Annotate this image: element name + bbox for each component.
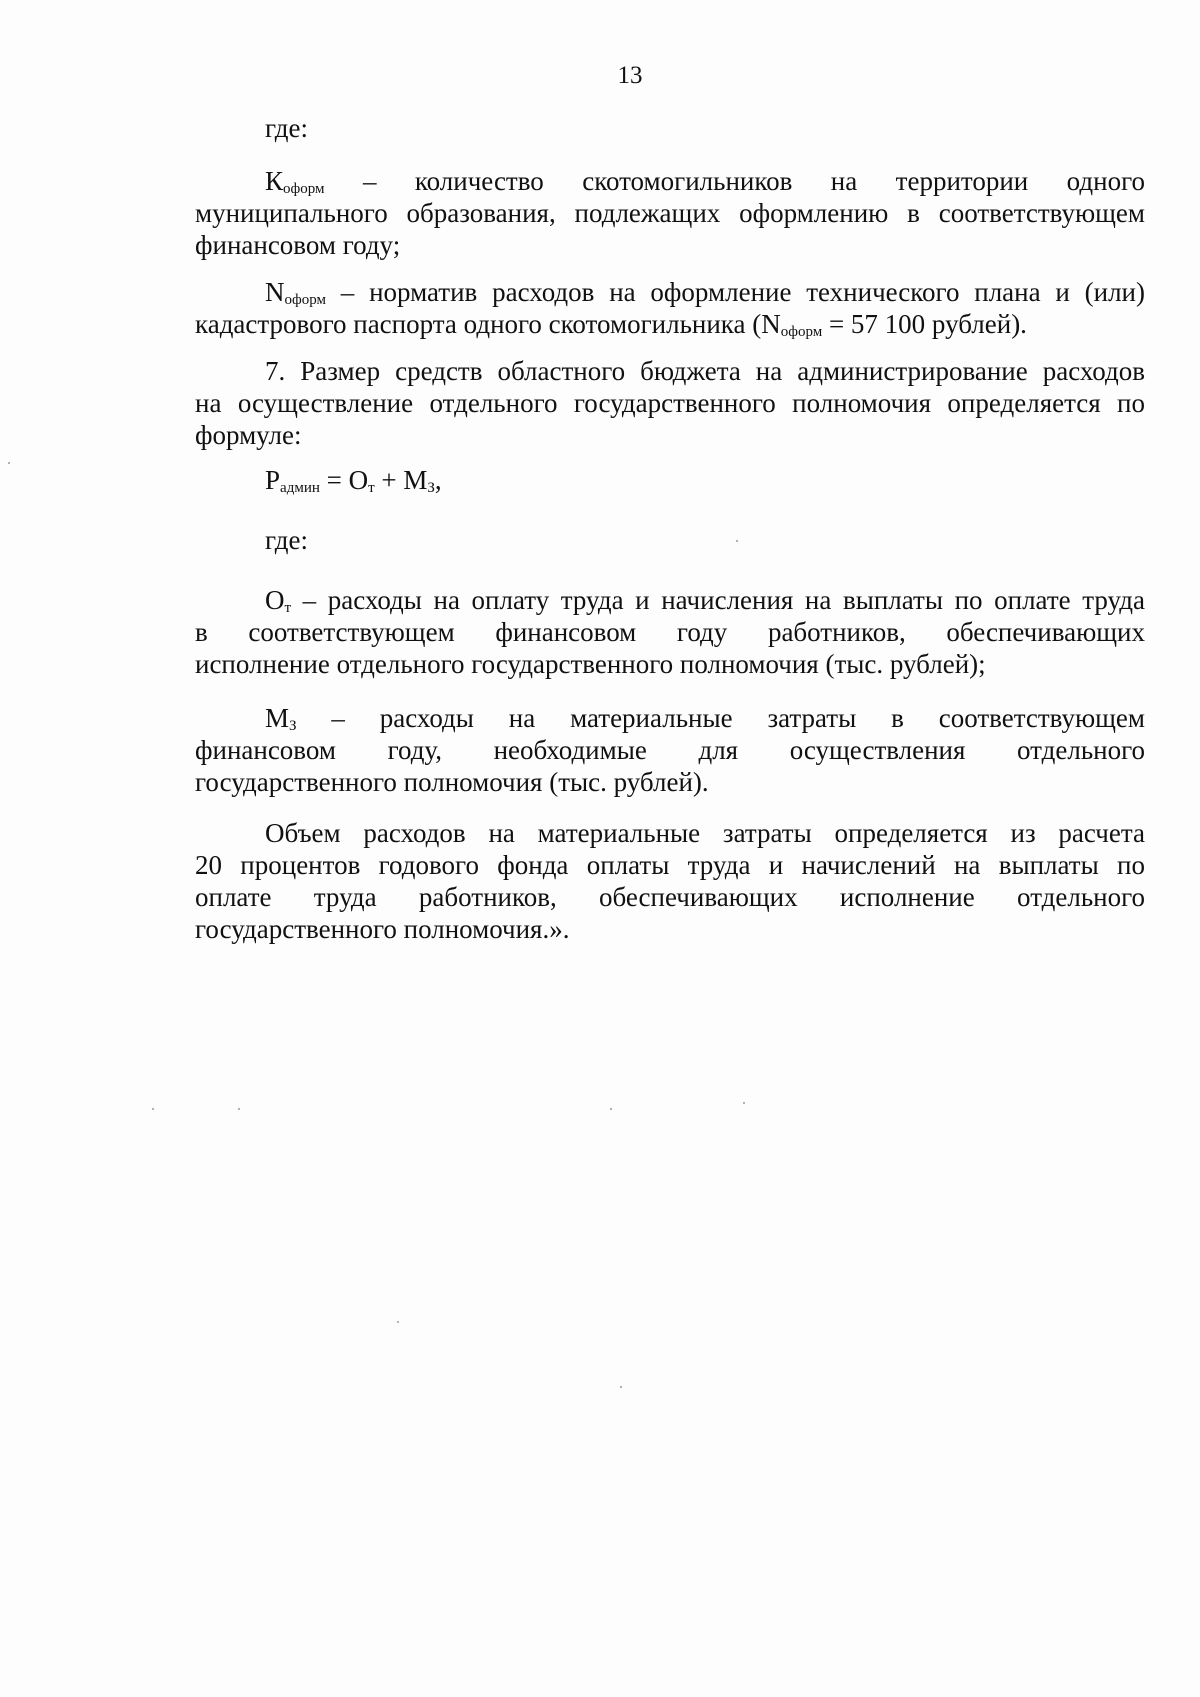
k-definition bbox=[195, 165, 1145, 261]
scan-speck bbox=[736, 540, 738, 542]
final-paragraph-line-4: государственного полномочия.». bbox=[195, 914, 570, 944]
paragraph-7-line-3: формуле: bbox=[195, 420, 302, 450]
o-definition bbox=[195, 584, 1145, 680]
o-definition-line-1: $О_т$ – расходы на оплату труда и начисления на выплаты по оплате труда bbox=[265, 585, 1145, 616]
final-paragraph bbox=[195, 817, 1145, 945]
scan-speck bbox=[397, 1321, 399, 1323]
where-label-2: где: bbox=[265, 525, 308, 555]
final-paragraph-line-2: 20 процентов годового фонда оплаты труда и начислений на выплаты по bbox=[195, 850, 1145, 880]
scan-speck bbox=[610, 1108, 612, 1110]
paragraph-7-line-1: 7. Размер средств областного бюджета на администрирование расходов bbox=[265, 356, 1145, 386]
scan-speck bbox=[238, 1108, 240, 1110]
scan-speck bbox=[152, 1108, 154, 1110]
k-definition-line-1: $К_{оформ}$ – количество скотомогильников на территории одного bbox=[265, 166, 1145, 197]
final-paragraph-line-1: Объем расходов на материальные затраты определяется из расчета bbox=[265, 818, 1145, 848]
o-definition-line-3: исполнение отдельного государственного полномочия (тыс. рублей); bbox=[195, 649, 986, 679]
formula: $Р_{админ} = О_т + М_З$, bbox=[265, 465, 442, 496]
o-definition-line-2: в соответствующем финансовом году работников, обеспечивающих bbox=[195, 617, 1145, 647]
where-label-1: где: bbox=[265, 113, 308, 143]
n-definition bbox=[195, 276, 1145, 340]
k-definition-line-3: финансовом году; bbox=[195, 230, 401, 260]
scan-speck bbox=[743, 1102, 745, 1104]
paragraph-7 bbox=[195, 355, 1145, 451]
page-number: 13 bbox=[617, 62, 643, 89]
m-definition bbox=[195, 702, 1145, 798]
paragraph-7-line-2: на осуществление отдельного государственного полномочия определяется по bbox=[195, 388, 1145, 418]
m-definition-line-3: государственного полномочия (тыс. рублей). bbox=[195, 767, 709, 797]
n-definition-line-1: $N_{оформ}$ – норматив расходов на оформление технического плана и (или) bbox=[265, 277, 1145, 308]
final-paragraph-line-3: оплате труда работников, обеспечивающих исполнение отдельного bbox=[195, 882, 1145, 912]
scan-speck bbox=[620, 1386, 622, 1388]
k-definition-line-2: муниципального образования, подлежащих оформлению в соответствующем bbox=[195, 198, 1145, 228]
n-definition-line-2: кадастрового паспорта одного скотомогильника ($N_{оформ} = 57$ 100 рублей). bbox=[195, 309, 1027, 340]
scan-speck bbox=[8, 462, 10, 464]
m-definition-line-1: $М_З$ – расходы на материальные затраты в соответствующем bbox=[265, 703, 1145, 734]
m-definition-line-2: финансовом году, необходимые для осуществления отдельного bbox=[195, 735, 1145, 765]
